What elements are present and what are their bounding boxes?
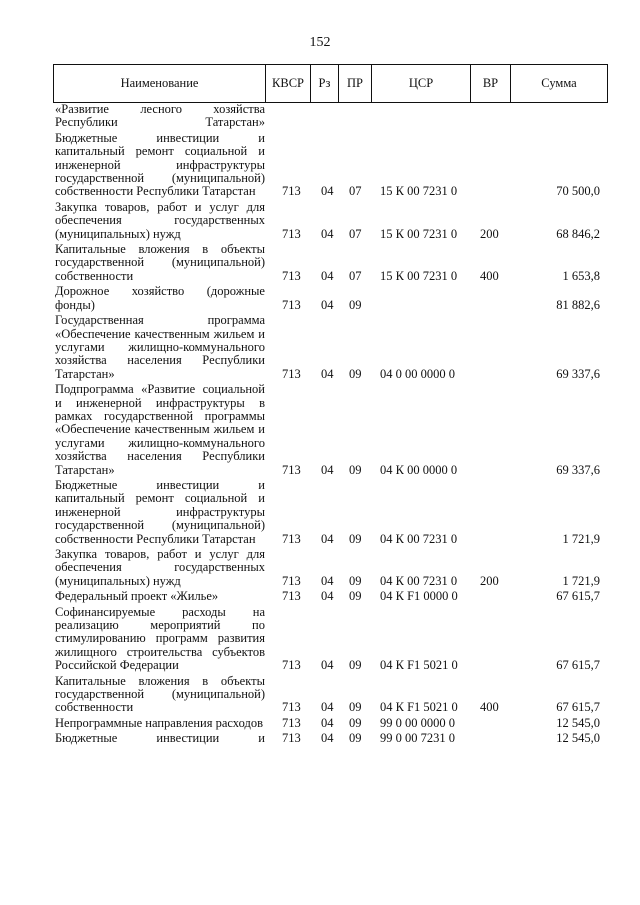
- row-name: Закупка товаров, работ и услуг для обеспечения государственных (муниципальных) нужд: [55, 547, 265, 588]
- row-csr: 15 К 00 7231 0: [380, 268, 458, 283]
- table-row: [53, 201, 608, 241]
- row-pr: 07: [349, 184, 362, 199]
- header-kvsr: КВСР: [266, 65, 311, 102]
- row-csr: 99 0 00 7231 0: [380, 731, 455, 746]
- row-kvsr: 713: [282, 700, 301, 715]
- row-name: Бюджетные инвестиции и капитальный ремонт социальной и инженерной инфраструктуры государственной (муниципальной) собственности Республики Татарстан: [55, 477, 265, 546]
- row-sum: 67 615,7: [556, 589, 600, 604]
- row-sum: 12 545,0: [556, 715, 600, 730]
- table-row: [53, 675, 608, 715]
- row-rz: 04: [321, 658, 334, 673]
- page-number: 152: [309, 35, 331, 50]
- row-name: Капитальные вложения в объекты государственной (муниципальной) собственности: [55, 673, 265, 715]
- row-vr: 200: [480, 226, 499, 241]
- table-row: [53, 243, 608, 283]
- row-sum: 67 615,7: [556, 658, 600, 673]
- row-vr: 400: [480, 268, 499, 283]
- row-rz: 04: [321, 297, 334, 312]
- row-sum: 1 653,8: [562, 268, 600, 283]
- row-sum: 1 721,9: [562, 531, 600, 546]
- row-name: Непрограммные направления расходов: [55, 715, 263, 730]
- row-pr: 09: [349, 366, 362, 381]
- table-body: [53, 103, 608, 748]
- table-row: [53, 314, 608, 381]
- row-csr: 04 К 00 0000 0: [380, 462, 458, 477]
- row-kvsr: 713: [282, 226, 301, 241]
- table-row: [53, 285, 608, 312]
- row-csr: 04 К F1 5021 0: [380, 658, 458, 673]
- row-sum: 12 545,0: [556, 731, 600, 746]
- header-sum: Сумма: [541, 76, 577, 90]
- row-rz: 04: [321, 573, 334, 588]
- row-rz: 04: [321, 589, 334, 604]
- header-vr: ВР: [471, 65, 511, 102]
- budget-table: [53, 64, 608, 746]
- row-pr: 09: [349, 462, 362, 477]
- table-row: [53, 479, 608, 546]
- row-kvsr: 713: [282, 462, 301, 477]
- row-name: Софинансируемые расходы на реализацию мероприятий по стимулированию программ развития жилищного строительства субъектов Российской Федерации: [55, 604, 265, 673]
- header-csr: ЦСР: [372, 65, 471, 102]
- row-rz: 04: [321, 226, 334, 241]
- row-sum: 1 721,9: [562, 573, 600, 588]
- row-pr: 09: [349, 731, 362, 746]
- row-rz: 04: [321, 184, 334, 199]
- row-name: Бюджетные инвестиции и: [55, 731, 265, 746]
- table-row: [53, 717, 608, 730]
- table-row: [53, 132, 608, 199]
- row-kvsr: 713: [282, 731, 301, 746]
- row-csr: 04 К 00 7231 0: [380, 531, 458, 546]
- row-kvsr: 713: [282, 573, 301, 588]
- row-pr: 09: [349, 297, 362, 312]
- row-name: Федеральный проект «Жилье»: [55, 589, 219, 604]
- row-rz: 04: [321, 366, 334, 381]
- row-csr: 04 0 00 0000 0: [380, 366, 455, 381]
- table-row: [53, 590, 608, 603]
- row-sum: 67 615,7: [556, 700, 600, 715]
- row-name: Дорожное хозяйство (дорожные фонды): [55, 284, 265, 312]
- row-csr: 15 К 00 7231 0: [380, 184, 458, 199]
- row-kvsr: 713: [282, 268, 301, 283]
- table-row: [53, 732, 608, 745]
- row-kvsr: 713: [282, 531, 301, 546]
- row-rz: 04: [321, 700, 334, 715]
- row-kvsr: 713: [282, 366, 301, 381]
- row-sum: 70 500,0: [556, 184, 600, 199]
- row-sum: 69 337,6: [556, 462, 600, 477]
- row-csr: 04 К 00 7231 0: [380, 573, 458, 588]
- row-pr: 09: [349, 573, 362, 588]
- row-name: Подпрограмма «Развитие социальной и инженерной инфраструктуры в рамках государственной программы «Обеспечение качественным жильем и услугами жилищно-коммунального хозяйства населения Республики Татарстан»: [55, 382, 265, 477]
- row-pr: 07: [349, 226, 362, 241]
- row-pr: 07: [349, 268, 362, 283]
- row-name: Бюджетные инвестиции и капитальный ремонт социальной и инженерной инфраструктуры государственной (муниципальной) собственности Республики Татарстан: [55, 130, 265, 199]
- header-pr: ПР: [339, 65, 372, 102]
- row-name: Закупка товаров, работ и услуг для обеспечения государственных (муниципальных) нужд: [55, 199, 265, 241]
- row-kvsr: 713: [282, 715, 301, 730]
- row-csr: 04 К F1 0000 0: [380, 589, 458, 604]
- row-pr: 09: [349, 531, 362, 546]
- row-sum: 69 337,6: [556, 366, 600, 381]
- row-pr: 09: [349, 658, 362, 673]
- row-rz: 04: [321, 268, 334, 283]
- row-name: Государственная программа «Обеспечение качественным жильем и услугами жилищно-коммунального хозяйства населения Республики Татарстан»: [55, 313, 265, 381]
- row-kvsr: 713: [282, 589, 301, 604]
- row-kvsr: 713: [282, 658, 301, 673]
- row-rz: 04: [321, 731, 334, 746]
- row-csr: 99 0 00 0000 0: [380, 715, 455, 730]
- row-kvsr: 713: [282, 297, 301, 312]
- row-rz: 04: [321, 531, 334, 546]
- row-name: Капитальные вложения в объекты государственной (муниципальной) собственности: [55, 242, 265, 283]
- row-csr: 15 К 00 7231 0: [380, 226, 458, 241]
- header-rz: Рз: [311, 65, 339, 102]
- row-vr: 200: [480, 573, 499, 588]
- row-csr: 04 К F1 5021 0: [380, 700, 458, 715]
- table-row: [53, 548, 608, 588]
- row-pr: 09: [349, 715, 362, 730]
- row-vr: 400: [480, 700, 499, 715]
- row-sum: 81 882,6: [556, 297, 600, 312]
- table-header: [53, 64, 608, 103]
- table-row: [53, 383, 608, 477]
- table-row: [53, 606, 608, 673]
- row-rz: 04: [321, 715, 334, 730]
- row-kvsr: 713: [282, 184, 301, 199]
- row-rz: 04: [321, 462, 334, 477]
- table-row: [53, 103, 608, 130]
- row-sum: 68 846,2: [556, 226, 600, 241]
- row-pr: 09: [349, 700, 362, 715]
- row-name: «Развитие лесного хозяйства Республики Татарстан»: [55, 102, 265, 130]
- row-pr: 09: [349, 589, 362, 604]
- header-name: Наименование: [54, 65, 266, 102]
